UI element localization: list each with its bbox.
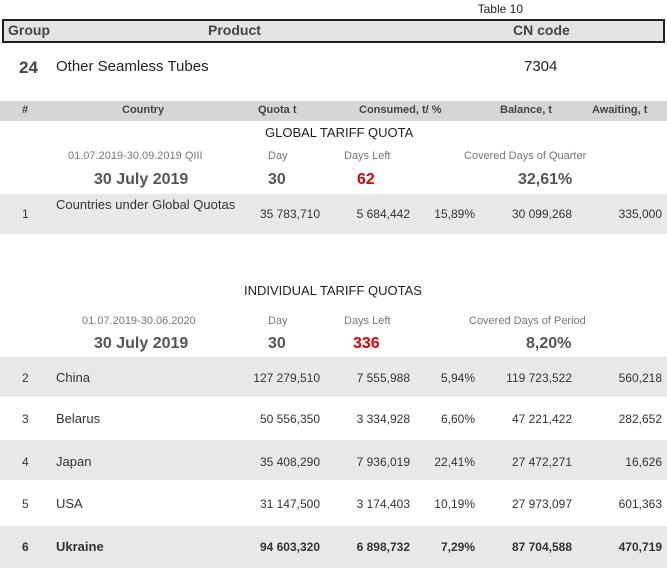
row-awaiting: 16,626 (625, 455, 662, 469)
column-header-bar (0, 101, 667, 121)
col-num: # (22, 104, 29, 116)
row-num: 2 (22, 371, 29, 385)
row-consumed-pct: 15,89% (434, 207, 475, 221)
row-balance: 30 099,268 (511, 207, 572, 221)
global-days-left-label: Days Left (344, 150, 391, 162)
row-consumed-pct: 22,41% (434, 455, 475, 469)
header-group: Group (8, 22, 50, 38)
individual-day-label: Day (268, 315, 288, 327)
row-country: Japan (56, 454, 92, 469)
row-consumed-pct: 10,19% (434, 497, 475, 511)
col-quota: Quota t (258, 104, 297, 116)
individual-day: 30 (268, 335, 286, 352)
global-covered: 32,61% (518, 171, 573, 188)
row-consumed-t: 5 684,442 (356, 207, 410, 221)
global-date: 30 July 2019 (94, 171, 189, 188)
header-cn-code: CN code (513, 22, 570, 38)
row-quota: 35 783,710 (259, 207, 320, 221)
row-awaiting: 601,363 (618, 497, 662, 511)
row-num: 6 (22, 540, 29, 554)
product-name: Other Seamless Tubes (56, 58, 209, 75)
col-awaiting: Awaiting, t (592, 104, 648, 116)
row-balance: 27 973,097 (511, 497, 572, 511)
global-covered-label: Covered Days of Quarter (464, 150, 587, 162)
row-country: USA (56, 496, 83, 511)
row-consumed-pct: 5,94% (440, 371, 475, 385)
row-consumed-t: 7 936,019 (356, 455, 410, 469)
row-quota: 127 279,510 (253, 371, 320, 385)
row-quota: 50 556,350 (259, 412, 320, 426)
row-num: 4 (22, 455, 29, 469)
row-num: 5 (22, 497, 29, 511)
row-quota: 35 408,290 (259, 455, 320, 469)
global-period: 01.07.2019-30.09.2019 QIII (68, 150, 203, 162)
cn-code-value: 7304 (524, 58, 558, 75)
individual-covered: 8,20% (526, 335, 572, 352)
global-section-title: GLOBAL TARIFF QUOTA (265, 125, 414, 140)
table-number: Table 10 (477, 2, 523, 16)
individual-days-left-label: Days Left (344, 315, 391, 327)
row-consumed-t: 7 555,988 (356, 371, 410, 385)
global-day-label: Day (268, 150, 288, 162)
individual-covered-label: Covered Days of Period (469, 315, 586, 327)
row-awaiting: 335,000 (618, 207, 662, 221)
row-consumed-pct: 7,29% (440, 540, 475, 554)
row-num: 1 (22, 207, 29, 221)
group-number: 24 (19, 58, 38, 77)
row-num: 3 (22, 412, 29, 426)
row-balance: 119 723,522 (506, 371, 572, 385)
individual-section-title: INDIVIDUAL TARIFF QUOTAS (244, 283, 422, 298)
row-balance: 47 221,422 (511, 412, 572, 426)
row-consumed-t: 3 334,928 (356, 412, 410, 426)
individual-period: 01.07.2019-30.06.2020 (82, 315, 196, 327)
col-consumed: Consumed, t/ % (359, 104, 442, 116)
row-balance: 87 704,588 (511, 540, 572, 554)
row-awaiting: 282,652 (618, 412, 662, 426)
row-balance: 27 472,271 (511, 455, 572, 469)
individual-days-left: 336 (353, 335, 380, 352)
row-consumed-pct: 6,60% (440, 412, 475, 426)
row-country: Countries under Global Quotas (56, 197, 236, 212)
row-consumed-t: 3 174,403 (356, 497, 410, 511)
row-country: China (56, 370, 90, 385)
global-day: 30 (268, 171, 286, 188)
row-consumed-t: 6 898,732 (356, 540, 410, 554)
row-awaiting: 560,218 (618, 371, 662, 385)
col-balance: Balance, t (500, 104, 552, 116)
row-awaiting: 470,719 (618, 540, 662, 554)
row-quota: 31 147,500 (259, 497, 320, 511)
row-country: Ukraine (56, 539, 104, 554)
global-days-left: 62 (357, 171, 375, 188)
col-country: Country (122, 104, 165, 116)
header-product: Product (208, 22, 261, 38)
individual-date: 30 July 2019 (94, 335, 189, 352)
row-country: Belarus (56, 411, 101, 426)
row-quota: 94 603,320 (259, 540, 320, 554)
